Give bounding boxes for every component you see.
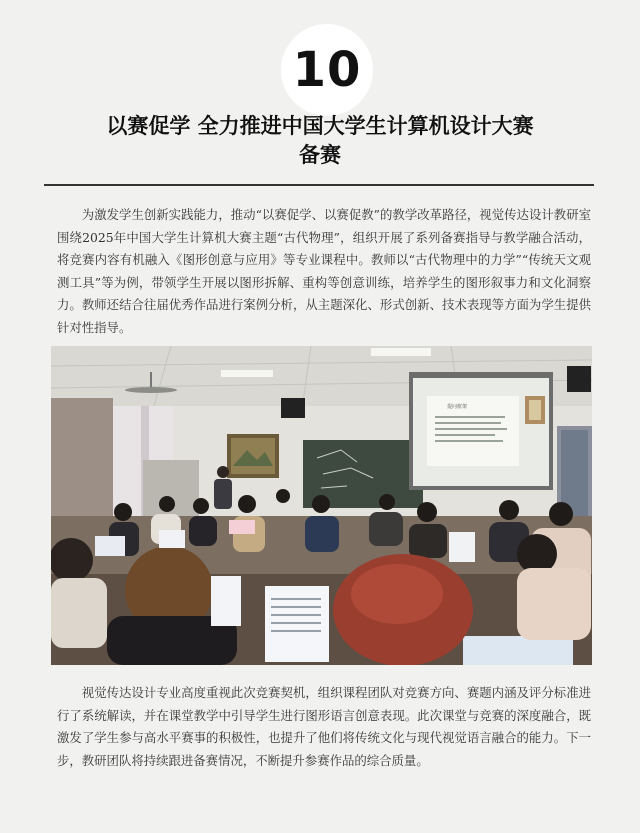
title-line-2: 备赛 [299, 143, 341, 167]
title-divider [44, 184, 594, 186]
section-number-badge [281, 24, 373, 116]
slide-title: 提问框架 [447, 404, 468, 410]
closing-paragraph: 视觉传达设计专业高度重视此次竞赛契机，组织课程团队对竞赛方向、赛题内涵及评分标准进行了系统解读，并在课堂教学中引导学生进行图形语言创意表现。此次课堂与竞赛的深度融合，既激发了学生参与高水平赛事的积极性，也提升了他们将传统文化与现代视觉语言融合的能力。下一步，教研团队将持续跟进备赛情况，不断提升参赛作品的综合质量。 [57, 685, 591, 768]
intro-paragraph: 为激发学生创新实践能力，推动“以赛促学、以赛促教”的教学改革路径，视觉传达设计教研室围绕2025年中国大学生计算机大赛主题“古代物理”，组织开展了系列备赛指导与教学融合活动，将竞赛内容有机融入《图形创意与应用》等专业课程中。教师以“古代物理中的力学”“传统天文观测工具”等为例，带领学生开展以图形拆解、重构等创意训练，培养学生的图形叙事力和文化洞察力。教师还结合往届优秀作品进行案例分析，从主题深化、形式创新、技术表现等方面为学生提供针对性指导。 [57, 207, 591, 335]
section-number: 10 [292, 42, 362, 98]
classroom-photo [51, 346, 592, 665]
article-title [40, 112, 600, 170]
title-line-1: 以赛促学 全力推进中国大学生计算机设计大赛 [106, 114, 534, 138]
